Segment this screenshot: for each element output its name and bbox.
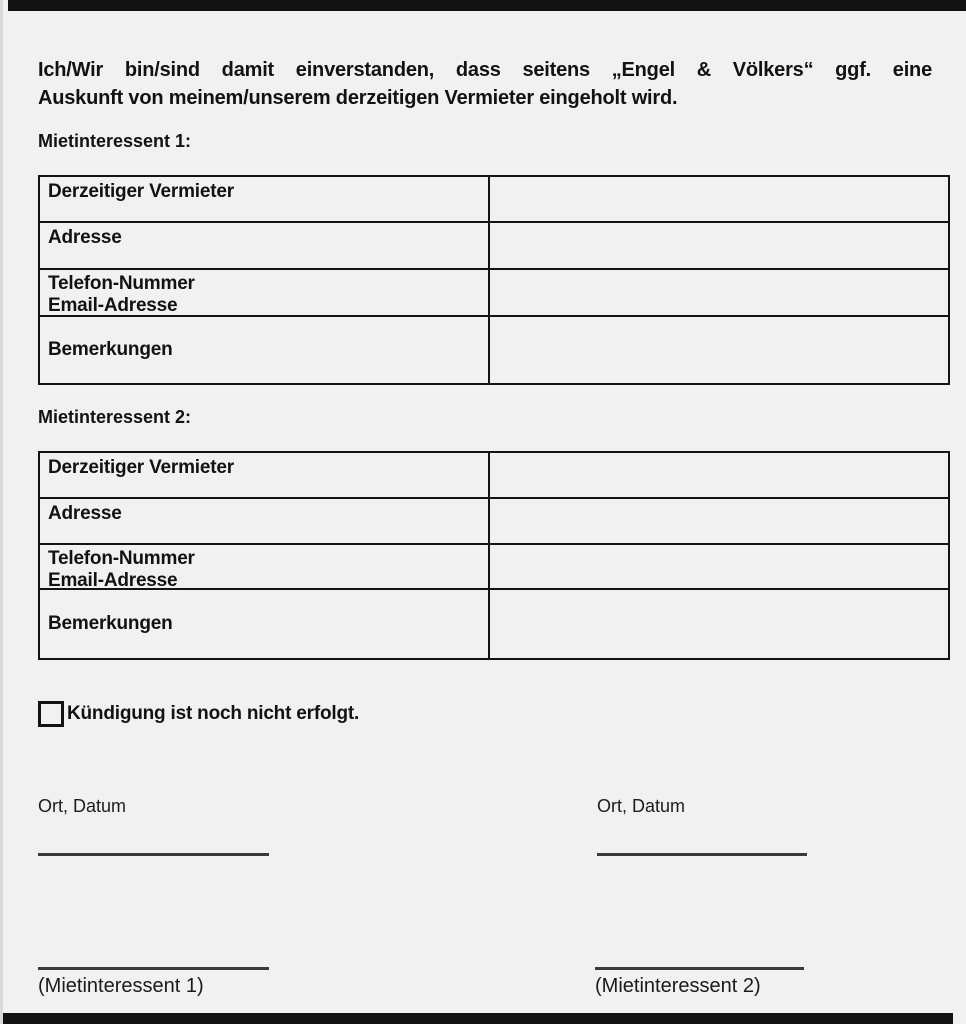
row-label-line-1: Telefon-Nummer <box>48 273 195 294</box>
row-label: Bemerkungen <box>40 317 490 383</box>
termination-checkbox-label: Kündigung ist noch nicht erfolgt. <box>67 703 360 724</box>
table-row-address <box>40 223 948 270</box>
place-date-signature-line-tenant-2 <box>597 853 807 856</box>
row-label <box>40 545 490 591</box>
table-row-address <box>40 499 948 545</box>
signature-line-tenant-2 <box>595 967 804 970</box>
consent-line-2: Auskunft von meinem/unserem derzeitigen Vermieter eingeholt wird. <box>38 87 678 109</box>
table-row-current-landlord <box>40 177 948 223</box>
row-value-input-cell[interactable] <box>490 177 948 221</box>
row-label: Derzeitiger Vermieter <box>40 453 490 497</box>
signature-line-tenant-1 <box>38 967 269 970</box>
row-label: Adresse <box>40 499 490 543</box>
row-label: Derzeitiger Vermieter <box>40 177 490 221</box>
signatory-label-tenant-2: (Mietinteressent 2) <box>595 975 761 997</box>
row-label-line-2: Email-Adresse <box>48 295 178 316</box>
scan-artifact-top-bar <box>8 0 966 11</box>
signatory-label-tenant-1: (Mietinteressent 1) <box>38 975 204 997</box>
table-row-remarks <box>40 590 948 658</box>
row-label: Bemerkungen <box>40 590 490 658</box>
row-value-input-cell[interactable] <box>490 317 948 383</box>
table-row-phone-email <box>40 545 948 590</box>
row-label: Adresse <box>40 223 490 268</box>
row-value-input-cell[interactable] <box>490 223 948 268</box>
table-row-remarks <box>40 317 948 383</box>
scan-artifact-bottom-bar <box>0 1013 953 1024</box>
landlord-table-tenant-1 <box>38 175 950 385</box>
place-date-signature-line-tenant-1 <box>38 853 269 856</box>
row-label-line-1: Telefon-Nummer <box>48 548 195 569</box>
scan-artifact-left-edge <box>0 0 3 1024</box>
section-title-tenant-1: Mietinteressent 1: <box>38 131 192 151</box>
row-value-input-cell[interactable] <box>490 453 948 497</box>
row-label-line-2: Email-Adresse <box>48 570 178 591</box>
termination-not-yet-checkbox[interactable] <box>38 701 64 727</box>
table-row-current-landlord <box>40 453 948 499</box>
row-value-input-cell[interactable] <box>490 590 948 658</box>
place-date-label-tenant-2: Ort, Datum <box>597 796 686 816</box>
consent-line-1: Ich/Wir bin/sind damit einverstanden, dass seitens „Engel & Völkers“ ggf. eine <box>38 59 932 81</box>
row-value-input-cell[interactable] <box>490 270 948 315</box>
table-row-phone-email <box>40 270 948 317</box>
row-value-input-cell[interactable] <box>490 545 948 588</box>
row-label <box>40 270 490 315</box>
landlord-table-tenant-2 <box>38 451 950 660</box>
row-value-input-cell[interactable] <box>490 499 948 543</box>
section-title-tenant-2: Mietinteressent 2: <box>38 407 192 427</box>
place-date-label-tenant-1: Ort, Datum <box>38 796 127 816</box>
consent-statement <box>38 56 932 112</box>
